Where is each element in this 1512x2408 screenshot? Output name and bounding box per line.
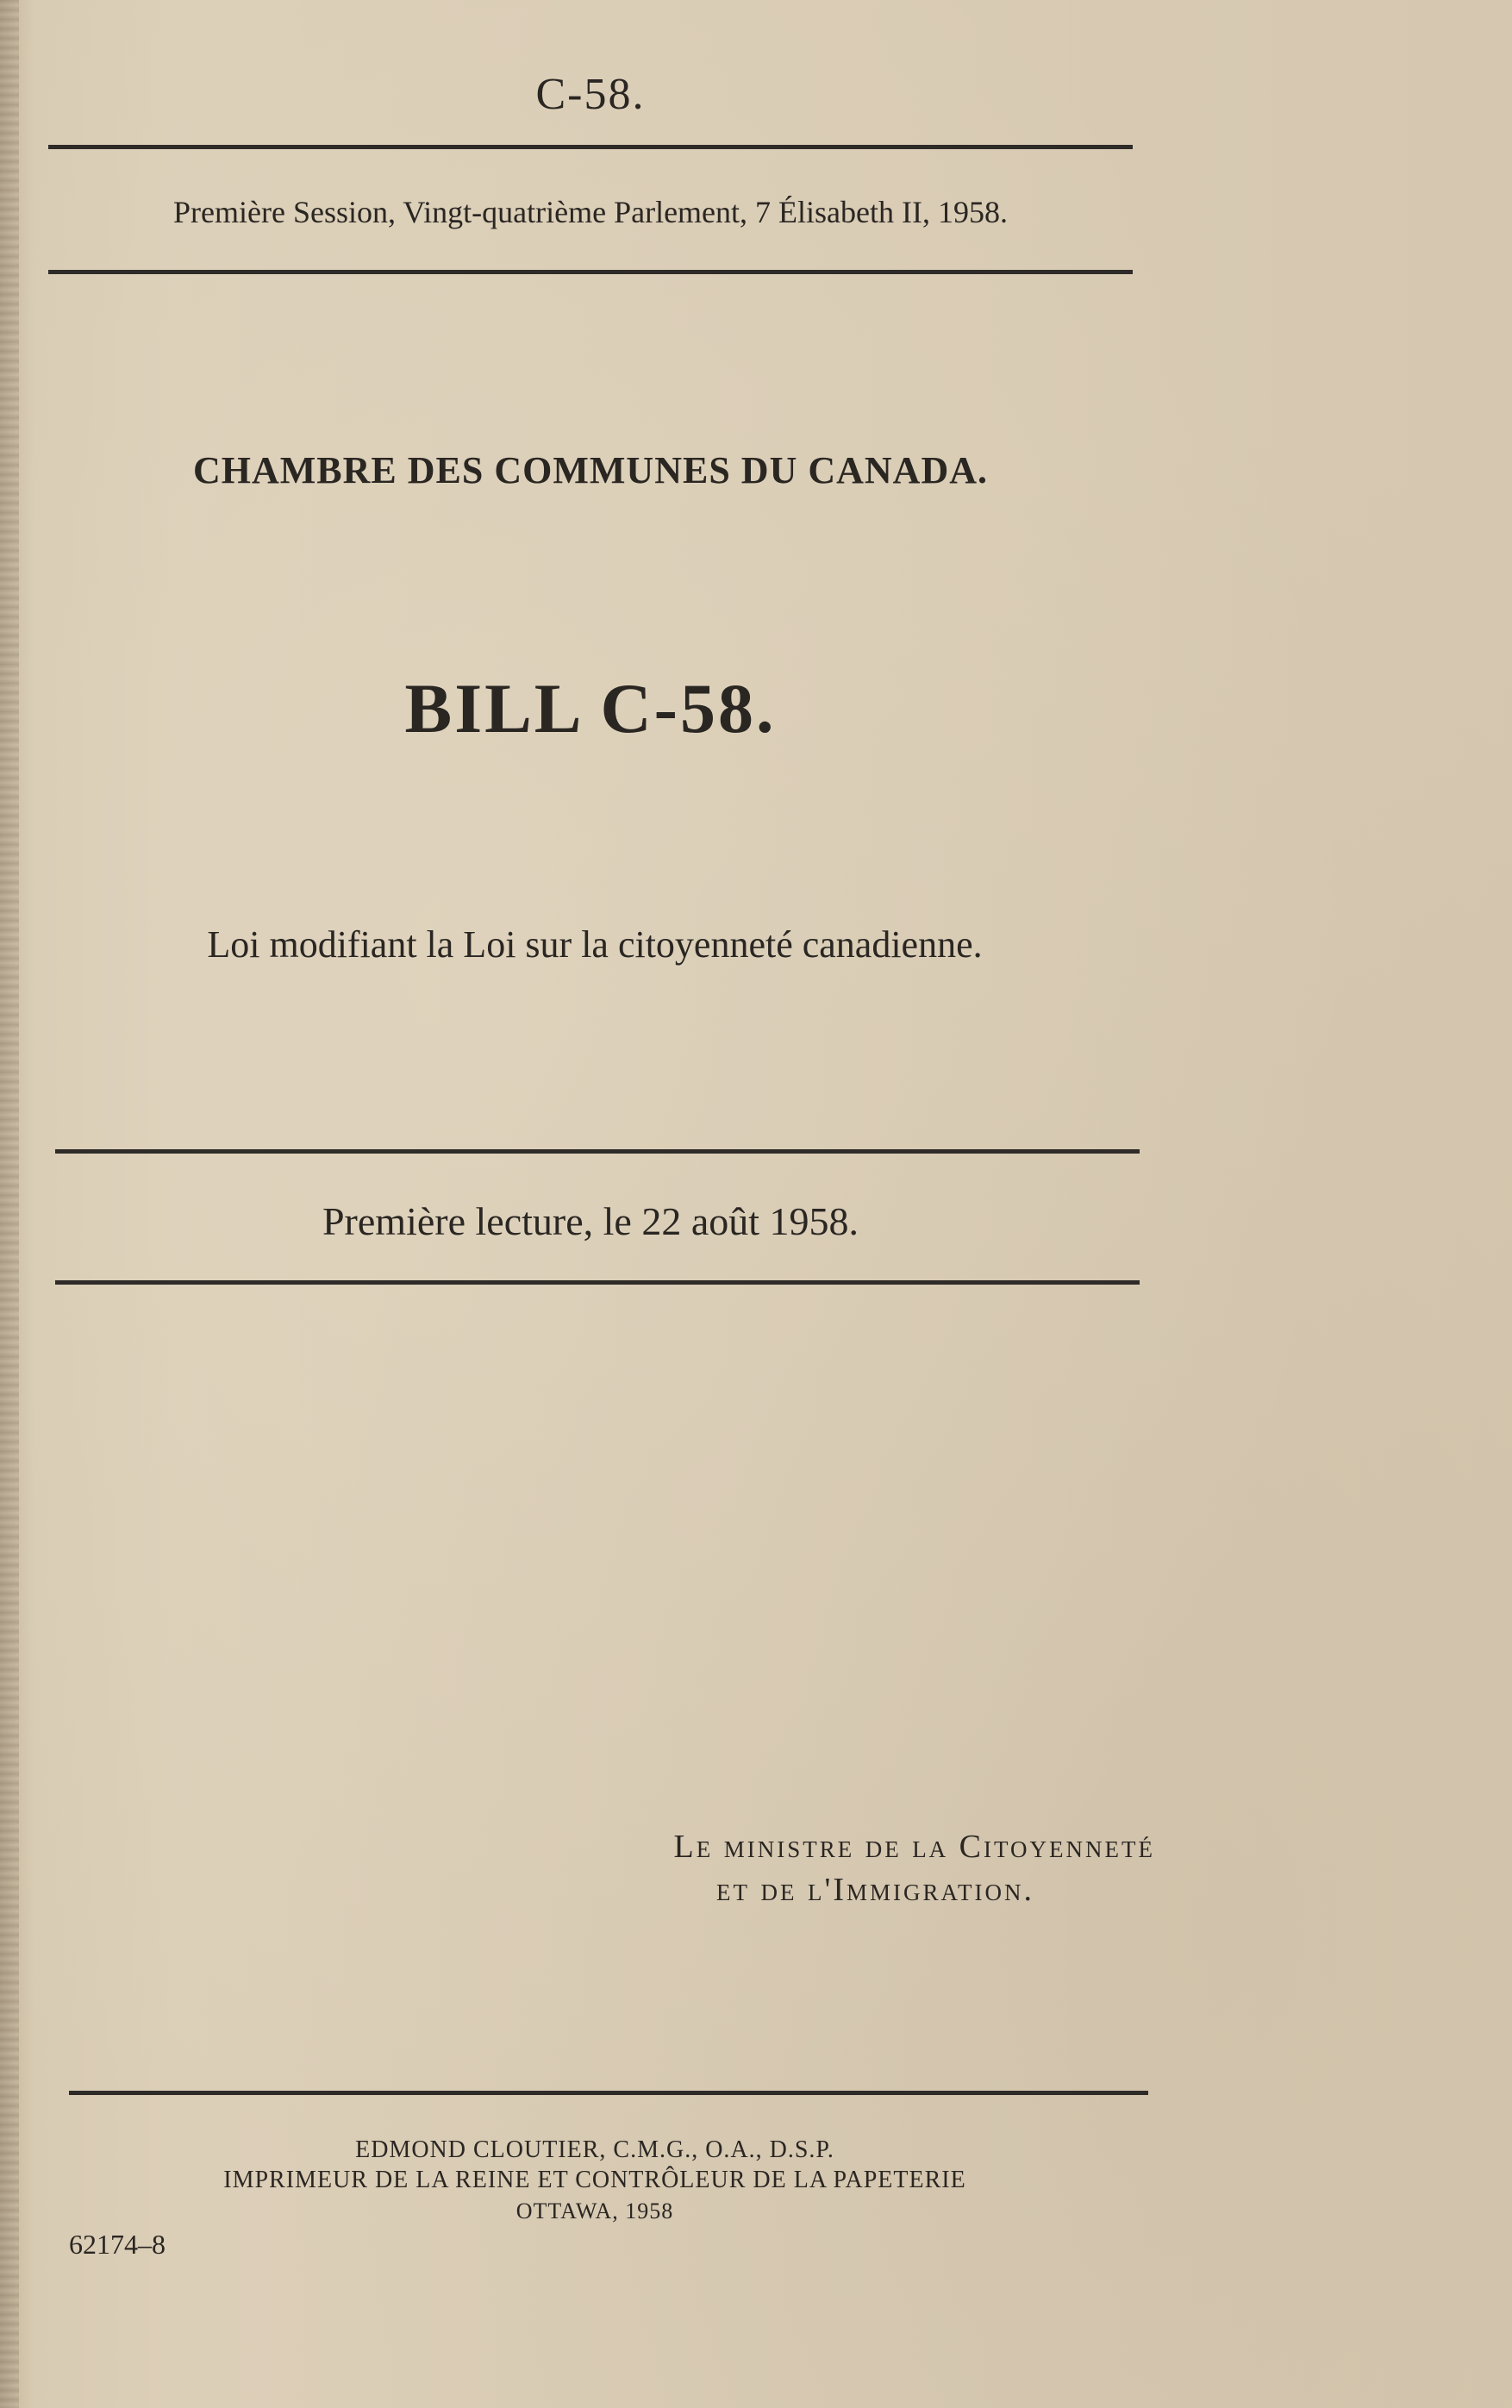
- session-line: Première Session, Vingt-quatrième Parlement, 7 Élisabeth II, 1958.: [173, 195, 1008, 229]
- house-name: CHAMBRE DES COMMUNES DU CANADA.: [193, 449, 988, 491]
- printer-title: IMPRIMEUR DE LA REINE ET CONTRÔLEUR DE LA PAPETERIE: [223, 2167, 966, 2193]
- divider-rule: [48, 145, 1133, 149]
- printer-name: EDMOND CLOUTIER, C.M.G., O.A., D.S.P.: [355, 2136, 834, 2163]
- printer-place: OTTAWA, 1958: [515, 2198, 674, 2223]
- divider-rule: [69, 2091, 1148, 2095]
- bill-title: BILL C-58.: [404, 669, 777, 747]
- bill-description: Loi modifiant la Loi sur la citoyenneté canadienne.: [207, 923, 983, 966]
- divider-rule: [48, 270, 1133, 274]
- sponsor-minister-line-2: et de l'Immigration.: [716, 1872, 1034, 1908]
- bill-number-header: C-58.: [535, 70, 646, 119]
- document-code: 62174–8: [69, 2229, 166, 2260]
- divider-rule: [55, 1149, 1140, 1154]
- sponsor-minister-line-1: Le ministre de la Citoyenneté: [673, 1829, 1155, 1865]
- divider-rule: [55, 1280, 1140, 1285]
- first-reading-date: Première lecture, le 22 août 1958.: [322, 1199, 859, 1243]
